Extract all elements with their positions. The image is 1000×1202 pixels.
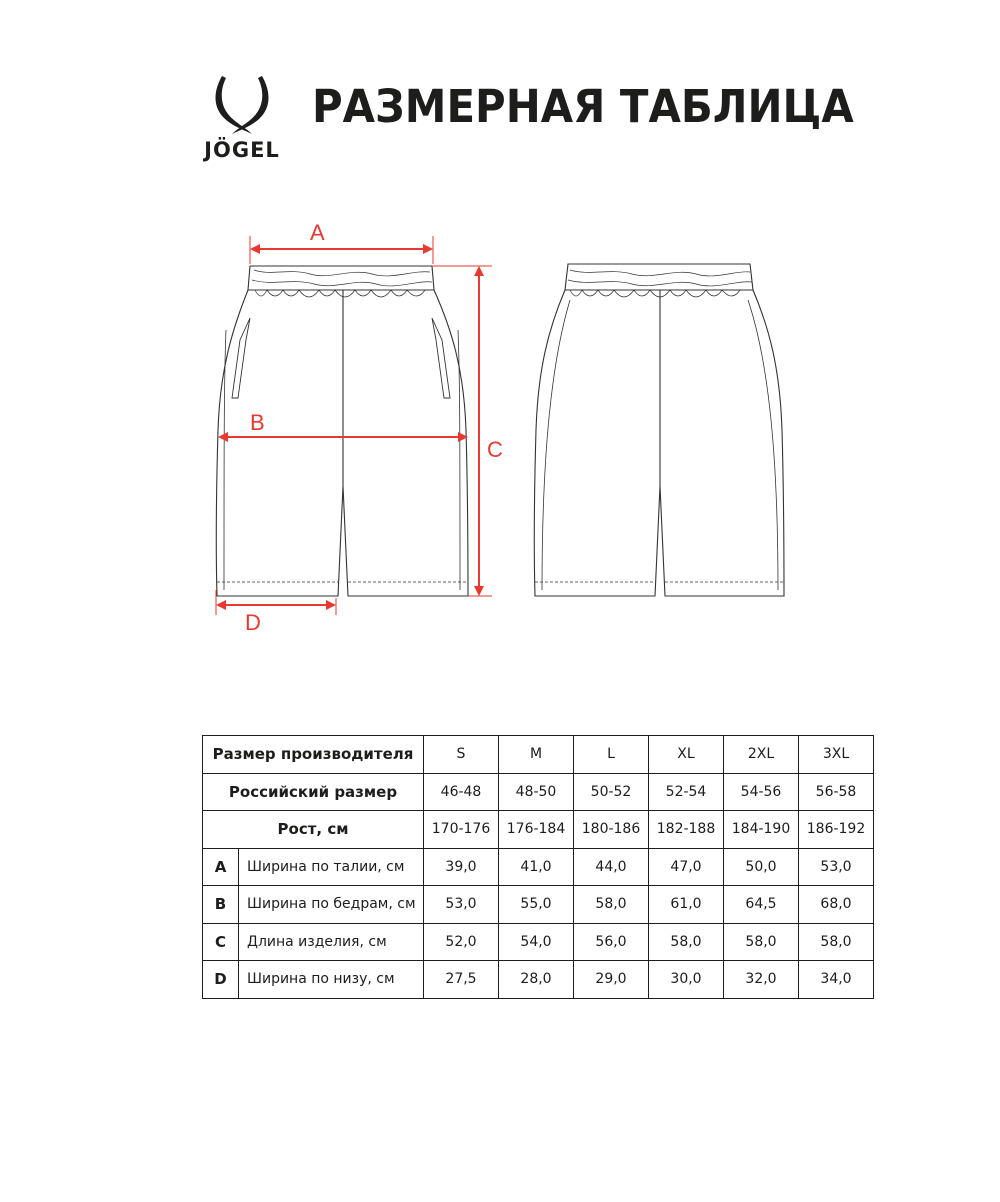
value-cell: 55,0 [499,886,574,924]
page-title: РАЗМЕРНАЯ ТАБЛИЦА [312,80,854,133]
row-description: Ширина по талии, см [239,848,424,886]
value-cell: 58,0 [649,923,724,961]
value-cell: 34,0 [799,961,874,999]
russian-size-cell: 46-48 [424,773,499,811]
size-table [202,735,874,999]
value-cell: 32,0 [724,961,799,999]
row-description: Ширина по низу, см [239,961,424,999]
table-row [203,923,874,961]
russian-size-cell: 54-56 [724,773,799,811]
value-cell: 53,0 [799,848,874,886]
row-letter: D [203,961,239,999]
size-cell: S [424,736,499,774]
header-label: Размер производителя [203,736,424,774]
size-cell: XL [649,736,724,774]
value-cell: 47,0 [649,848,724,886]
dimension-label-d: D [245,610,261,635]
value-cell: 53,0 [424,886,499,924]
table-row [203,811,874,849]
table-row [203,961,874,999]
shorts-back-outline [534,264,784,596]
logo-text: JÖGEL [204,138,280,162]
value-cell: 64,5 [724,886,799,924]
height-cell: 182-188 [649,811,724,849]
height-cell: 184-190 [724,811,799,849]
value-cell: 58,0 [724,923,799,961]
table-row [203,736,874,774]
height-cell: 176-184 [499,811,574,849]
value-cell: 61,0 [649,886,724,924]
size-cell: M [499,736,574,774]
value-cell: 50,0 [724,848,799,886]
russian-size-cell: 48-50 [499,773,574,811]
russian-size-cell: 50-52 [574,773,649,811]
row-letter: B [203,886,239,924]
dimension-label-a: A [310,220,325,245]
row-letter: A [203,848,239,886]
size-cell: 2XL [724,736,799,774]
value-cell: 44,0 [574,848,649,886]
table-row [203,848,874,886]
dimension-label-b: B [250,410,265,435]
value-cell: 30,0 [649,961,724,999]
size-cell: L [574,736,649,774]
value-cell: 58,0 [574,886,649,924]
value-cell: 28,0 [499,961,574,999]
height-label: Рост, см [203,811,424,849]
value-cell: 58,0 [799,923,874,961]
height-cell: 170-176 [424,811,499,849]
height-cell: 186-192 [799,811,874,849]
row-description: Ширина по бедрам, см [239,886,424,924]
value-cell: 56,0 [574,923,649,961]
value-cell: 68,0 [799,886,874,924]
value-cell: 41,0 [499,848,574,886]
value-cell: 27,5 [424,961,499,999]
value-cell: 54,0 [499,923,574,961]
value-cell: 52,0 [424,923,499,961]
russian-size-cell: 52-54 [649,773,724,811]
table-row [203,773,874,811]
height-cell: 180-186 [574,811,649,849]
russian-size-cell: 56-58 [799,773,874,811]
row-letter: C [203,923,239,961]
table-row [203,886,874,924]
dimension-label-c: C [487,437,503,462]
size-cell: 3XL [799,736,874,774]
value-cell: 29,0 [574,961,649,999]
russian-size-label: Российский размер [203,773,424,811]
row-description: Длина изделия, см [239,923,424,961]
value-cell: 39,0 [424,848,499,886]
